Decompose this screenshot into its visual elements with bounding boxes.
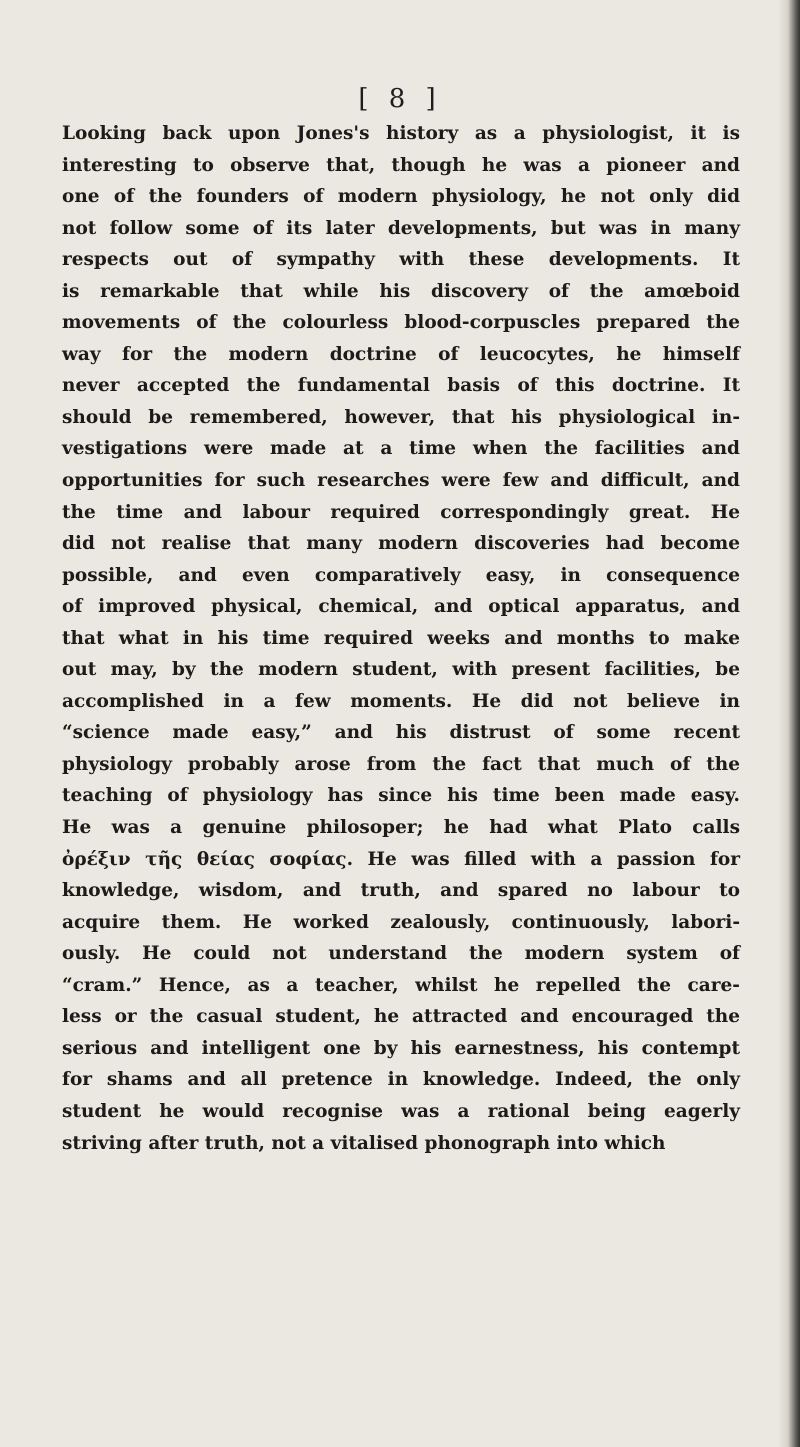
text-line: interesting to observe that, though he was a pioneer and — [62, 154, 740, 176]
text-line: possible, and even comparatively easy, in consequence — [62, 564, 740, 586]
text-line: of improved physical, chemical, and optical apparatus, and — [62, 596, 740, 618]
text-line: way for the modern doctrine of leucocytes, he himself — [62, 343, 740, 365]
text-line: serious and intelligent one by his earnestness, his contempt — [62, 1037, 740, 1059]
text-line: respects out of sympathy with these developments. It — [62, 249, 740, 271]
body-paragraph — [62, 118, 740, 1159]
text-line: accomplished in a few moments. He did not believe in — [62, 690, 740, 712]
text-line: less or the casual student, he attracted and encouraged the — [62, 1006, 740, 1028]
text-line: opportunities for such researches were few and difficult, and — [62, 470, 740, 492]
text-line: “cram.” Hence, as a teacher, whilst he repelled the care- — [62, 974, 740, 996]
text-line: ously. He could not understand the modern system of — [62, 943, 740, 965]
text-line: acquire them. He worked zealously, continuously, labori- — [62, 911, 740, 933]
page-number: [ 8 ] — [358, 84, 442, 114]
text-line: Looking back upon Jones's history as a physiologist, it is — [62, 123, 740, 144]
text-line: striving after truth, not a vitalised phonograph into which — [62, 1132, 666, 1154]
text-line: did not realise that many modern discoveries had become — [62, 533, 740, 555]
text-line: “science made easy,” and his distrust of some recent — [62, 722, 740, 744]
text-line: never accepted the fundamental basis of this doctrine. It — [62, 375, 740, 397]
text-line: for shams and all pretence in knowledge. Indeed, the only — [62, 1069, 740, 1091]
page-edge-shadow — [778, 0, 800, 1447]
text-line: ὀρέξιν τῆς θείας σοφίας. He was filled with a passion for — [62, 848, 740, 870]
text-line: movements of the colourless blood-corpuscles prepared the — [62, 312, 740, 334]
text-line: student he would recognise was a rational being eagerly — [62, 1100, 740, 1122]
text-line: not follow some of its later developments, but was in many — [62, 217, 740, 239]
text-line: physiology probably arose from the fact that much of the — [62, 753, 740, 775]
text-line: teaching of physiology has since his time been made easy. — [62, 785, 740, 807]
text-line: the time and labour required correspondingly great. He — [62, 501, 740, 523]
text-line: that what in his time required weeks and months to make — [62, 627, 740, 649]
text-line: should be remembered, however, that his physiological in- — [62, 406, 740, 428]
text-line: knowledge, wisdom, and truth, and spared no labour to — [62, 880, 740, 902]
text-line: He was a genuine philosoper; he had what Plato calls — [62, 817, 740, 839]
text-line: is remarkable that while his discovery of the amœboid — [62, 280, 740, 302]
text-line: out may, by the modern student, with present facilities, be — [62, 659, 740, 681]
text-line: one of the founders of modern physiology, he not only did — [62, 186, 740, 208]
text-line: vestigations were made at a time when the facilities and — [62, 438, 740, 460]
